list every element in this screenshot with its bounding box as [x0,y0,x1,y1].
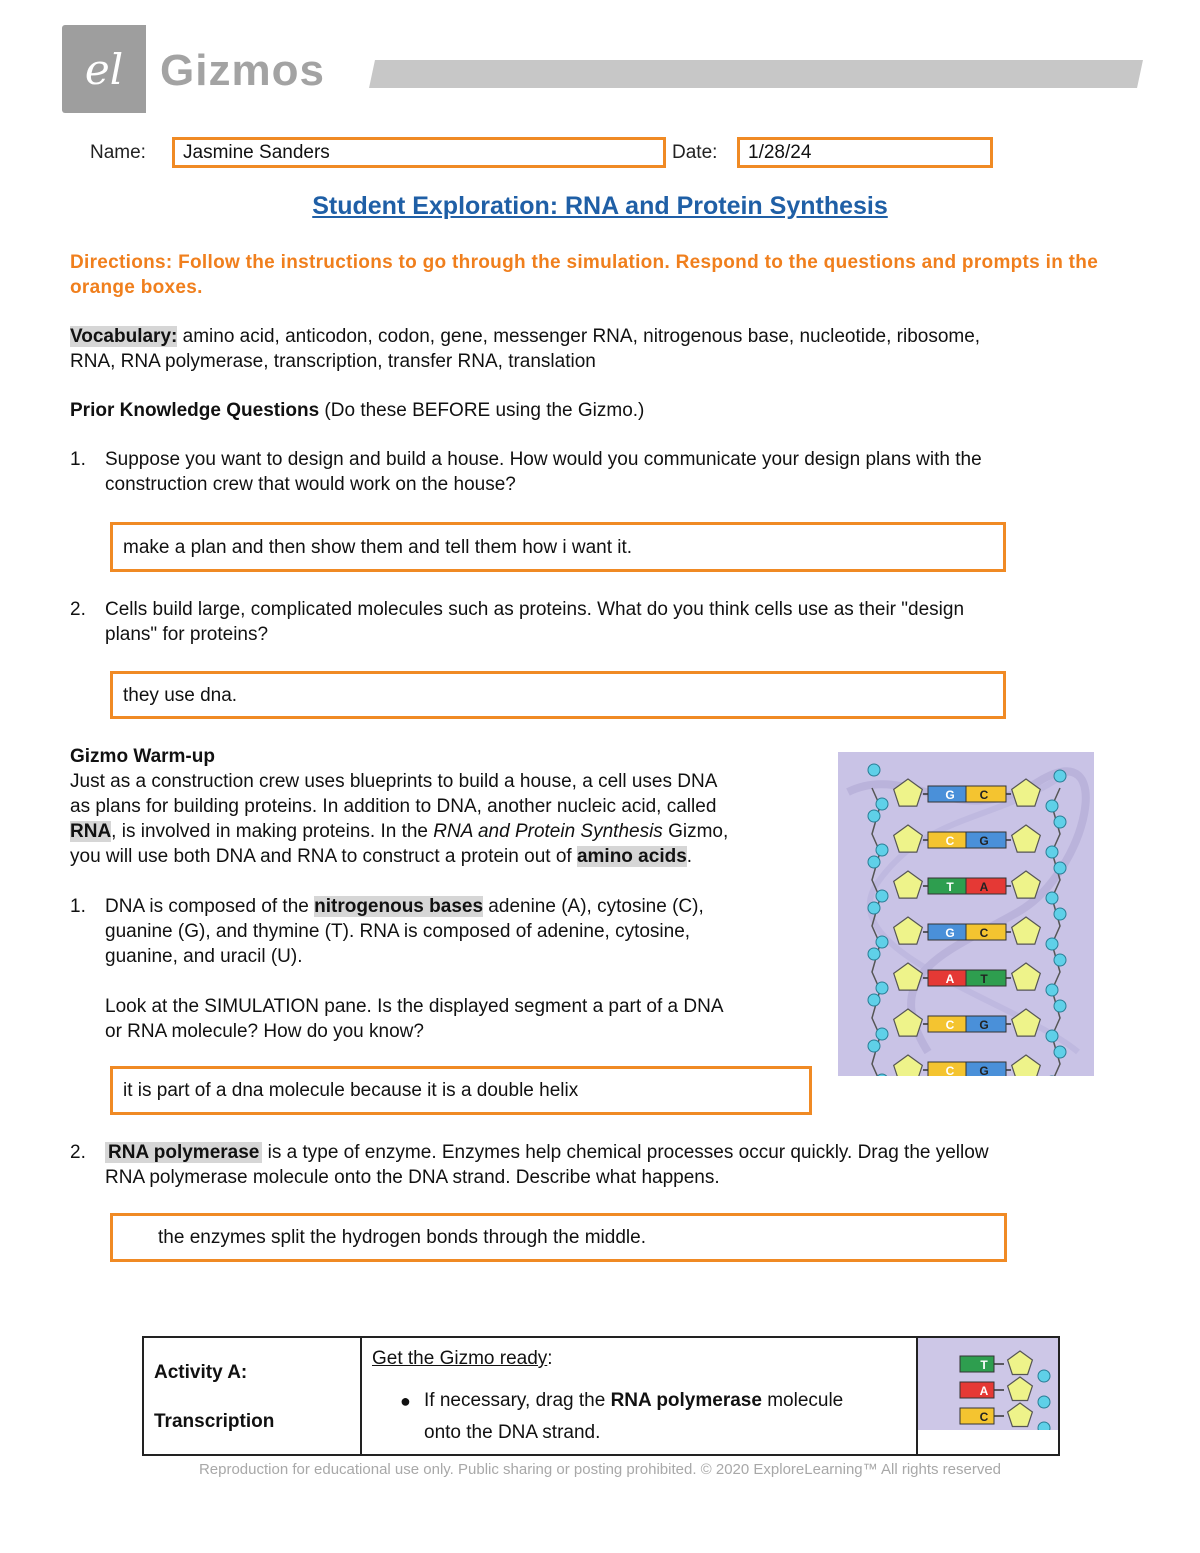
bullet-line: onto the DNA strand. [424,1422,601,1443]
base-label: G [979,834,989,848]
thumb-phosphate [1038,1396,1050,1408]
base-label: A [979,880,989,894]
date-field[interactable]: 1/28/24 [737,137,993,168]
answer-box-prior-2[interactable]: they use dna. [110,671,1006,719]
base-label: G [979,1064,989,1076]
activity-instructions-cell [361,1337,917,1455]
phosphate-left [868,948,880,960]
warmup-line: as plans for building proteins. In addition to DNA, another nucleic acid, called [70,796,717,817]
dna-helix-figure [838,752,1094,1076]
text-span: : [547,1348,553,1369]
prior-question-2 [70,597,1130,647]
directions-text: Directions: Follow the instructions to go through the simulation. Respond to the questions and prompts in the orange boxes. [70,252,1099,298]
vocabulary-line-2: RNA, RNA polymerase, transcription, transfer RNA, translation [70,351,596,372]
text-span: , is involved in making proteins. In the [111,821,434,842]
base-label: C [979,926,989,940]
term-nitrogenous-bases: nitrogenous bases [314,896,484,917]
phosphate-left [876,890,888,902]
phosphate-left [868,994,880,1006]
base-label: G [945,788,955,802]
base-label: G [945,926,955,940]
text-span: If necessary, drag the [424,1390,611,1411]
phosphate-left [868,810,880,822]
text-span: DNA is composed of the [105,896,315,917]
term-rna-polymerase: RNA polymerase [610,1390,762,1411]
get-ready-heading: Get the Gizmo ready [372,1348,548,1369]
activity-image-cell [917,1337,1059,1455]
term-rna: RNA [70,821,112,842]
prior-knowledge-heading: Prior Knowledge Questions [70,400,320,421]
phosphate-right [1054,862,1066,874]
thumb-base-label: C [979,1410,989,1424]
question-number: 2. [70,1142,86,1163]
phosphate-right [1054,816,1066,828]
activity-label: Activity A: [154,1362,248,1383]
prior-question-1 [70,447,1130,497]
phosphate-right [1046,892,1058,904]
vocabulary-line-1: amino acid, anticodon, codon, gene, messenger RNA, nitrogenous base, nucleotide, ribosome, [177,326,981,347]
phosphate-right [1046,984,1058,996]
phosphate-left [868,764,880,776]
warmup-line: Just as a construction crew uses blueprints to build a house, a cell uses DNA [70,771,718,792]
answer-box-prior-1[interactable]: make a plan and then show them and tell them how i want it. [110,522,1006,572]
base-label: T [946,880,954,894]
phosphate-left [876,982,888,994]
phosphate-right [1054,908,1066,920]
question-number: 1. [70,449,86,470]
warmup-line [70,844,830,869]
dna-helix-image [838,752,1094,1076]
phosphate-right [1046,938,1058,950]
phosphate-left [876,844,888,856]
question-line: construction crew that would work on the house? [105,474,516,495]
text-span: molecule [761,1390,844,1411]
activity-table [142,1336,1060,1456]
bullet-line [424,1385,916,1417]
warmup-section [70,744,830,869]
term-amino-acids: amino acids [576,846,687,867]
name-field[interactable]: Jasmine Sanders [172,137,666,168]
question-line: plans" for proteins? [105,624,269,645]
warmup-question-1 [70,894,830,1044]
question-text [105,447,982,497]
question-line [105,894,724,919]
thumb-base-label: A [979,1384,989,1398]
get-ready-line [372,1346,916,1371]
header-bar [369,60,1143,88]
warmup-question-2 [70,1140,1140,1190]
gizmos-logo [62,25,146,113]
phosphate-right [1054,954,1066,966]
question-number: 2. [70,599,86,620]
thumb-base [960,1408,994,1424]
text-span: is a type of enzyme. Enzymes help chemical processes occur quickly. Drag the yellow [262,1142,989,1163]
explorelearning-logo-glyph: el [84,44,124,94]
thumb-base-label: T [980,1358,988,1372]
question-line: RNA polymerase molecule onto the DNA strand. Describe what happens. [105,1167,720,1188]
question-text [105,597,964,647]
name-label: Name: [90,142,146,163]
question-line [105,1140,989,1165]
answer-box-warmup-2[interactable]: the enzymes split the hydrogen bonds through the middle. [110,1213,1007,1262]
brand-name: Gizmos [160,46,325,95]
term-rna-polymerase: RNA polymerase [105,1142,262,1163]
warmup-heading: Gizmo Warm-up [70,746,215,767]
text-span: . [686,846,693,867]
phosphate-left [868,902,880,914]
vocabulary-paragraph [70,324,1140,374]
thumb-base [960,1382,994,1398]
base-label: G [979,1018,989,1032]
question-line: guanine (G), and thymine (T). RNA is composed of adenine, cytosine, [105,921,691,942]
date-label: Date: [672,142,718,163]
phosphate-left [876,1028,888,1040]
vocabulary-label: Vocabulary: [70,326,178,347]
phosphate-right [1054,770,1066,782]
activity-label-cell [143,1337,361,1455]
copyright-footer: Reproduction for educational use only. Public sharing or posting prohibited. © 2020 ExploreLearning™ All rights reserved [198,1461,1002,1478]
thumb-phosphate [1038,1370,1050,1382]
text-span: you will use both DNA and RNA to construct a protein out of [70,846,577,867]
prior-knowledge-note: (Do these BEFORE using the Gizmo.) [319,400,645,421]
page-title: Student Exploration: RNA and Protein Synthesis [312,192,888,220]
text-span: Gizmo, [662,821,729,842]
base-label: A [945,972,955,986]
base-label: C [979,788,989,802]
question-text [105,1140,989,1190]
warmup-line [70,819,830,844]
prior-knowledge-heading-row [70,398,644,423]
phosphate-right [1046,800,1058,812]
phosphate-left [868,856,880,868]
dna-thumbnail-image [918,1338,1058,1430]
phosphate-left [876,936,888,948]
question-text [105,894,724,1044]
question-number: 1. [70,896,86,917]
phosphate-right [1054,1046,1066,1058]
activity-name: Transcription [154,1411,275,1432]
phosphate-right [1046,846,1058,858]
activity-bullet [372,1385,916,1449]
phosphate-left [876,798,888,810]
base-label: C [945,1018,955,1032]
base-label: T [980,972,988,986]
bullet-icon: ● [400,1391,411,1411]
base-label: C [945,1064,955,1076]
phosphate-left [868,1040,880,1052]
answer-box-warmup-1[interactable]: it is part of a dna molecule because it is a double helix [110,1066,812,1115]
base-label: C [945,834,955,848]
phosphate-right [1046,1030,1058,1042]
thumb-base [960,1356,994,1372]
phosphate-right [1054,1000,1066,1012]
thumb-phosphate [1038,1422,1050,1430]
gizmo-name-italic: RNA and Protein Synthesis [433,821,663,842]
question-line: Suppose you want to design and build a house. How would you communicate your design plans with the [105,449,982,470]
text-span: adenine (A), cytosine (C), [483,896,704,917]
question-line: Look at the SIMULATION pane. Is the displayed segment a part of a DNA [105,996,724,1017]
question-line: guanine, and uracil (U). [105,946,303,967]
question-line: or RNA molecule? How do you know? [105,1021,424,1042]
question-line: Cells build large, complicated molecules such as proteins. What do you think cells use as their "design [105,599,965,620]
